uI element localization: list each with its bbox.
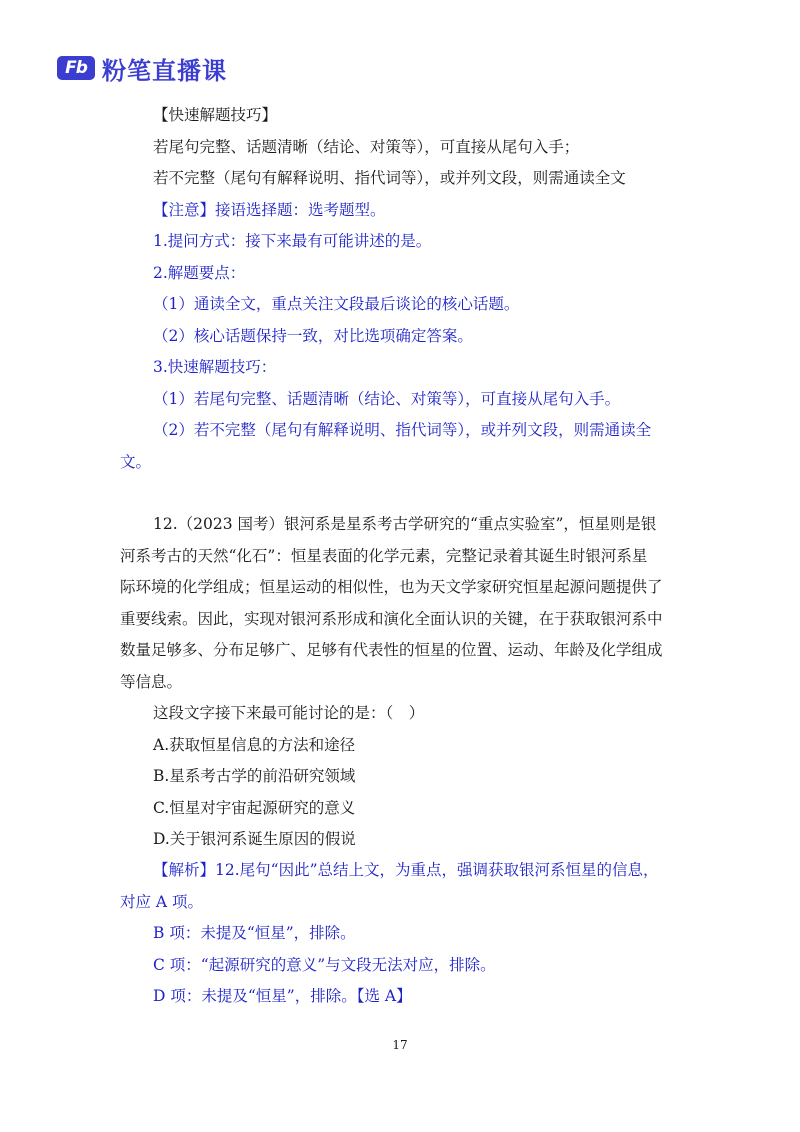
brand-logo — [57, 53, 227, 83]
note-item: （2）若不完整（尾句有解释说明、指代词等），或并列文段，则需通读全 — [153, 421, 652, 439]
question-prompt: 这段文字接下来最可能讨论的是：（ ） — [153, 704, 425, 722]
note-item: 2.解题要点： — [153, 264, 246, 282]
note-item: 文。 — [120, 453, 152, 471]
analysis-text: 【解析】12.尾句“因此”总结上文，为重点，强调获取银河系恒星的信息， — [153, 861, 659, 879]
option-c: C.恒星对宇宙起源研究的意义 — [153, 799, 356, 817]
analysis-text: D 项：未提及“恒星”，排除。【选 A】 — [153, 987, 412, 1005]
option-a: A.获取恒星信息的方法和途径 — [153, 736, 356, 754]
tips-title: 【快速解题技巧】 — [153, 106, 278, 124]
analysis-text: C 项：“起源研究的意义”与文段无法对应，排除。 — [153, 956, 496, 974]
note-item: 1.提问方式：接下来最有可能讲述的是。 — [153, 232, 432, 250]
note-item: （1）通读全文，重点关注文段最后谈论的核心话题。 — [153, 295, 520, 313]
tips-line: 若尾句完整、话题清晰（结论、对策等），可直接从尾句入手； — [153, 138, 580, 156]
analysis-text: 对应 A 项。 — [120, 893, 204, 911]
note-item: （2）核心话题保持一致，对比选项确定答案。 — [153, 327, 473, 345]
tips-line: 若不完整（尾句有解释说明、指代词等），或并列文段，则需通读全文 — [153, 169, 626, 187]
question-text: 12.（2023 国考）银河系是星系考古学研究的“重点实验室”，恒星则是银 — [153, 515, 657, 533]
option-d: D.关于银河系诞生原因的假说 — [153, 830, 356, 848]
question-text: 重要线索。因此，实现对银河系形成和演化全面认识的关键，在于获取银河系中 — [120, 610, 663, 628]
question-text: 等信息。 — [120, 673, 183, 691]
note-item: （1）若尾句完整、话题清晰（结论、对策等），可直接从尾句入手。 — [153, 390, 621, 408]
note-item: 3.快速解题技巧： — [153, 358, 277, 376]
question-text: 际环境的化学组成；恒星运动的相似性，也为天文学家研究恒星起源问题提供了 — [120, 578, 663, 596]
option-b: B.星系考古学的前沿研究领域 — [153, 767, 356, 785]
question-text: 河系考古的天然“化石”：恒星表面的化学元素，完整记录着其诞生时银河系星 — [120, 547, 648, 565]
page-number: 17 — [392, 1038, 408, 1052]
analysis-text: B 项：未提及“恒星”，排除。 — [153, 924, 356, 942]
note-title: 【注意】接语选择题：选考题型。 — [153, 201, 386, 219]
brand-name: 粉笔直播课 — [102, 56, 227, 85]
logo-icon: Fb — [57, 56, 95, 80]
question-text: 数量足够多、分布足够广、足够有代表性的恒星的位置、运动、年龄及化学组成 — [120, 641, 663, 659]
